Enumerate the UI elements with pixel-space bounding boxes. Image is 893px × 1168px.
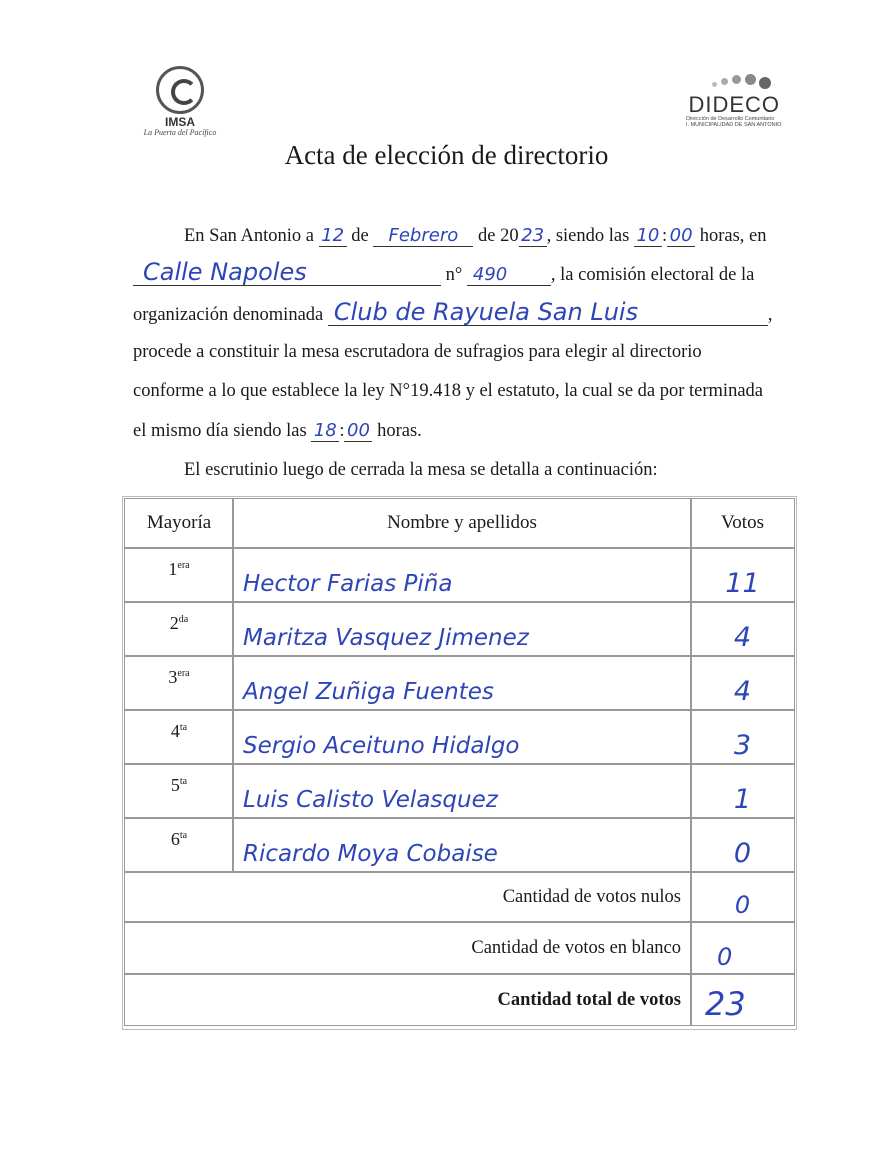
imsa-logo — [130, 66, 230, 136]
dideco-logo — [686, 72, 790, 132]
rank-number: 4 — [170, 721, 180, 741]
text-segment: horas. — [377, 421, 422, 441]
candidate-name: Hector Farias Piña — [232, 548, 692, 602]
blank-votes-label: Cantidad de votos en blanco — [124, 922, 692, 974]
org-name-value: Club de Rayuela San Luis — [333, 298, 639, 326]
rank-number: 6 — [170, 829, 180, 849]
rank-suffix: era — [177, 668, 190, 679]
text-segment: , — [767, 305, 773, 325]
street-number-field — [467, 265, 551, 286]
street-number-value: 490 — [472, 264, 508, 285]
paragraph-line-7: El escrutinio luego de cerrada la mesa se detalla a continuación: — [184, 460, 658, 480]
rank-number: 5 — [170, 775, 180, 795]
candidate-name: Ricardo Moya Cobaise — [232, 818, 692, 872]
header-name: Nombre y apellidos — [232, 498, 692, 548]
imsa-logo-name: IMSA — [165, 115, 195, 129]
rank-cell — [124, 548, 234, 602]
dideco-sub-line2: I. MUNICIPALIDAD DE SAN ANTONIO — [686, 122, 782, 128]
year-field — [519, 226, 547, 247]
dideco-logo-name: DIDECO — [688, 92, 780, 117]
candidate-votes: 4 — [690, 656, 795, 710]
rank-suffix: da — [178, 614, 189, 625]
rank-cell — [124, 710, 234, 764]
number-label: n° — [445, 265, 463, 285]
paragraph-line-6 — [133, 421, 422, 442]
header-rank: Mayoría — [124, 498, 234, 548]
text-segment: , la comisión electoral de la — [550, 265, 755, 285]
rank-number: 3 — [168, 667, 178, 687]
page-title: Acta de elección de directorio — [284, 140, 609, 170]
candidate-votes: 0 — [690, 818, 795, 872]
year-value: 23 — [521, 225, 545, 246]
dideco-logo-subtitle — [686, 116, 782, 128]
rank-cell — [124, 602, 234, 656]
street-field — [133, 258, 441, 286]
end-hour-value: 18 — [313, 420, 337, 441]
dots-icon — [712, 72, 772, 90]
start-min-value: 00 — [669, 225, 693, 246]
municipal-seal-icon — [156, 66, 204, 114]
rank-suffix: ta — [179, 722, 188, 733]
paragraph-line-2 — [133, 258, 755, 286]
imsa-logo-motto: La Puerta del Pacífico — [143, 128, 217, 137]
candidate-votes: 3 — [690, 710, 795, 764]
null-votes-label: Cantidad de votos nulos — [124, 872, 692, 922]
text-segment: horas, en — [699, 226, 767, 246]
text-segment: En San Antonio a — [184, 226, 315, 246]
candidate-name: Sergio Aceituno Hidalgo — [232, 710, 692, 764]
day-value: 12 — [321, 225, 345, 246]
dideco-sub-line1: Dirección de Desarrollo Comunitario — [686, 116, 775, 122]
time-separator: : — [661, 226, 668, 246]
candidate-votes: 11 — [690, 548, 795, 602]
candidate-name: Luis Calisto Velasquez — [232, 764, 692, 818]
candidate-votes: 4 — [690, 602, 795, 656]
total-votes-label: Cantidad total de votos — [124, 974, 692, 1026]
start-min-field — [667, 226, 695, 247]
rank-number: 1 — [168, 559, 178, 579]
header-votes: Votos — [690, 498, 795, 548]
candidate-name: Angel Zuñiga Fuentes — [232, 656, 692, 710]
paragraph-line-4: procede a constituir la mesa escrutadora de sufragios para elegir al directorio — [133, 342, 702, 362]
text-segment: el mismo día siendo las — [133, 421, 307, 441]
end-hour-field — [311, 421, 339, 442]
null-votes-value: 0 — [690, 872, 795, 922]
month-field — [373, 226, 473, 247]
street-value: Calle Napoles — [143, 258, 307, 286]
month-value: Febrero — [388, 225, 459, 246]
org-label: organización denominada — [133, 305, 324, 325]
rank-cell — [124, 656, 234, 710]
text-segment: de 20 — [477, 226, 519, 246]
rank-suffix: era — [177, 560, 190, 571]
paragraph-line-1 — [184, 226, 767, 247]
rank-cell — [124, 818, 234, 872]
rank-number: 2 — [169, 613, 179, 633]
rank-suffix: ta — [179, 830, 188, 841]
candidate-votes: 1 — [690, 764, 795, 818]
paragraph-line-5: conforme a lo que establece la ley N°19.418 y el estatuto, la cual se da por terminada — [133, 381, 763, 401]
rank-suffix: ta — [179, 776, 188, 787]
text-segment: de — [351, 226, 369, 246]
text-segment: , siendo las — [546, 226, 630, 246]
time-separator: : — [339, 421, 345, 441]
total-votes-value: 23 — [690, 974, 795, 1026]
rank-cell — [124, 764, 234, 818]
end-min-field — [344, 421, 372, 442]
paragraph-line-3 — [133, 298, 773, 326]
day-field — [319, 226, 347, 247]
org-name-field — [328, 298, 768, 326]
end-min-value: 00 — [347, 420, 370, 441]
start-hour-field — [634, 226, 662, 247]
blank-votes-value: 0 — [690, 922, 795, 974]
start-hour-value: 10 — [636, 225, 660, 246]
candidate-name: Maritza Vasquez Jimenez — [232, 602, 692, 656]
